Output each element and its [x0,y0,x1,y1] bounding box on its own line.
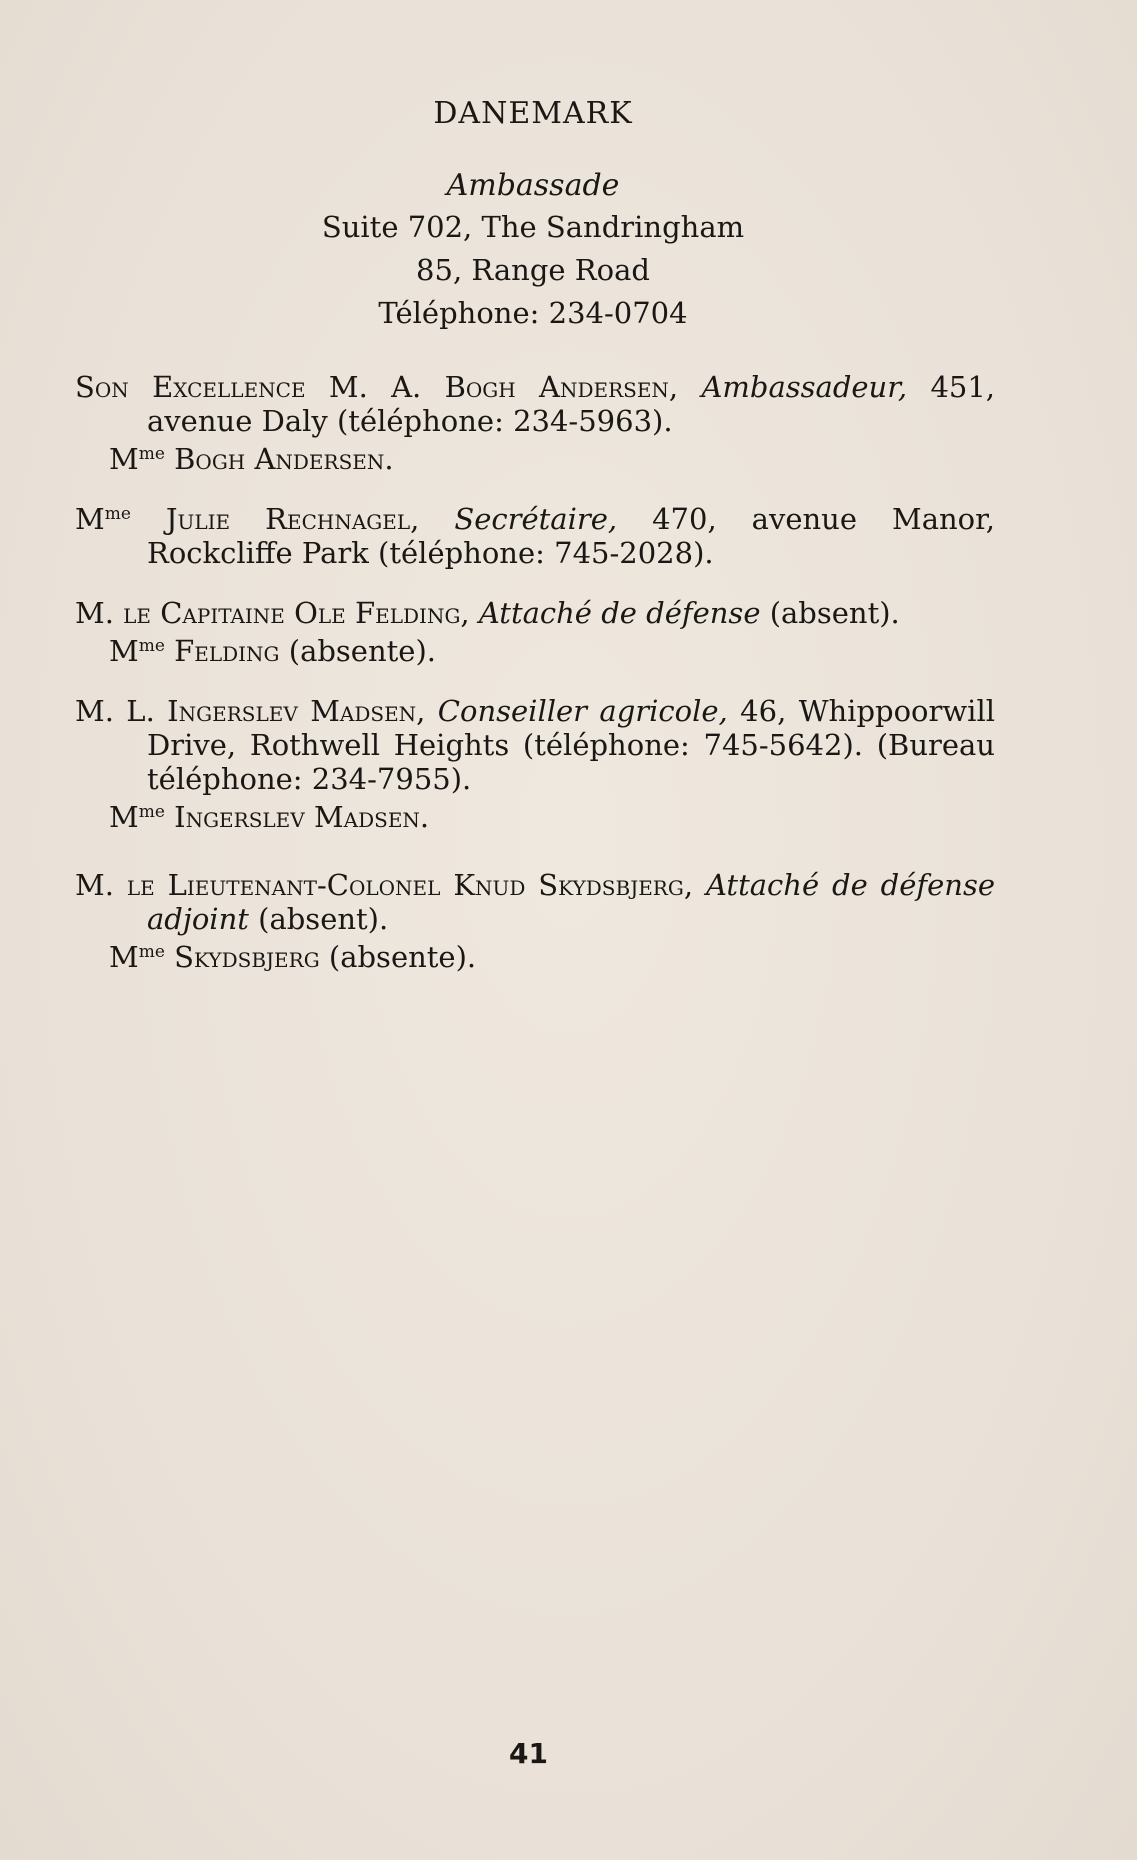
spouse-name: Ingerslev Madsen. [174,800,430,834]
entry-name: Julie Rechnagel, [165,502,420,536]
page-number: 41 [509,1737,548,1770]
address-line-3: Téléphone: 234-0704 [378,296,688,330]
entry-assistant-defense-attache [75,868,995,936]
spouse-name: Skydsbjerg [174,940,320,974]
entry-details: (absent). [258,902,389,936]
entry-spouse [75,800,995,834]
spouse-prefix-sup: me [138,444,165,464]
entry-ambassador [75,370,995,438]
spouse-prefix-sup: me [138,636,165,656]
entry-spouse [75,634,995,668]
spouse-details: (absente). [328,940,477,974]
entry-details: 46, Whippoorwill Drive, Rothwell Heights (téléphone: 745-5642). (Bureau téléphone: 234-7955). [147,694,996,796]
entry-details: 470, avenue Manor, Rockcliffe Park (téléphone: 745-2028). [147,502,996,570]
entry-title: Attaché de défense adjoint [147,868,996,936]
entry-details: 451, avenue Daly (téléphone: 234-5963). [147,370,996,438]
entry-name: Son Excellence M. A. Bogh Andersen, [75,370,679,404]
entry-title: Secrétaire, [454,502,618,536]
entry-details: (absent). [769,596,900,630]
page-title: DANEMARK [433,96,633,131]
entry-title: Attaché de défense [478,596,761,630]
staff-list [75,370,995,974]
entry-agricultural-counsellor [75,694,995,796]
entry-secretary [75,502,995,570]
entry-defense-attache [75,596,995,630]
spouse-name: Bogh Andersen. [174,442,394,476]
spouse-prefix: M [109,442,139,476]
spouse-prefix: M [109,634,139,668]
spouse-prefix: M [109,940,139,974]
entry-prefix: M [75,502,105,536]
address-line-2: 85, Range Road [416,253,650,287]
entry-name: M. le Lieutenant-Colonel Knud Skydsbjerg, [75,868,694,902]
entry-spouse [75,940,995,974]
spouse-prefix-sup: me [138,942,165,962]
spouse-prefix-sup: me [138,802,165,822]
section-subtitle: Ambassade [446,168,620,203]
address-line-1: Suite 702, The Sandringham [321,210,745,244]
entry-spouse [75,442,995,476]
spouse-details: (absente). [288,634,436,668]
entry-prefix-sup: me [104,504,131,524]
entry-name: M. L. Ingerslev Madsen, [75,694,426,728]
entry-name: M. le Capitaine Ole Felding, [75,596,470,630]
spouse-prefix: M [109,800,139,834]
entry-title: Conseiller agricole, [437,694,728,728]
spouse-name: Felding [174,634,280,668]
entry-title: Ambassadeur, [701,370,908,404]
